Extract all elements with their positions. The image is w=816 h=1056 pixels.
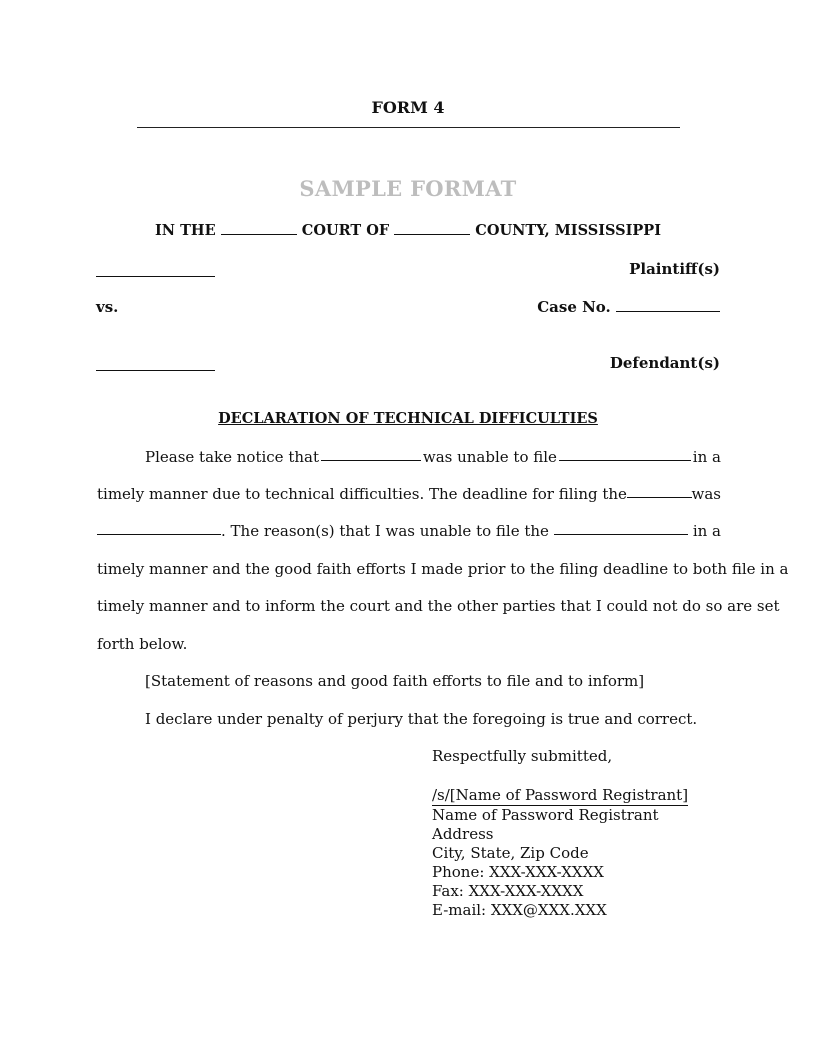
- line4-text: timely manner and the good faith efforts I made prior to the filing deadline to both file in a: [97, 560, 789, 578]
- plaintiff-label: Plaintiff(s): [629, 260, 720, 278]
- registrant-city-state-zip: City, State, Zip Code: [432, 844, 589, 862]
- defendant-label: Defendant(s): [609, 354, 720, 372]
- case-number-blank: [616, 299, 720, 312]
- form-title: FORM 4: [371, 98, 445, 117]
- case-no-label: Case No.: [537, 298, 611, 316]
- court-in-the-label: IN THE: [155, 222, 216, 239]
- registrant-email: E-mail: XXX@XXX.XXX: [432, 901, 607, 919]
- court-name-blank: [221, 222, 297, 235]
- party-name-blank: [321, 448, 421, 461]
- line2-text-a: timely manner due to technical difficulties. The deadline for filing the: [97, 485, 627, 503]
- declaration-heading: DECLARATION OF TECHNICAL DIFFICULTIES: [218, 410, 598, 427]
- plaintiff-name-blank: [96, 264, 215, 277]
- title-rule: [137, 127, 680, 128]
- county-name-blank: [394, 222, 470, 235]
- registrant-phone: Phone: XXX-XXX-XXXX: [432, 863, 604, 881]
- line1-text-a: Please take notice that: [145, 448, 319, 466]
- line1-text-b: was unable to file: [422, 448, 557, 466]
- document-name-blank: [559, 448, 691, 461]
- filing-document-blank: [627, 485, 692, 498]
- paragraph-line-1: [145, 448, 721, 466]
- sample-format-watermark: SAMPLE FORMAT: [299, 176, 517, 201]
- registrant-fax: Fax: XXX-XXX-XXXX: [432, 882, 584, 900]
- slash-signature: /s/[Name of Password Registrant]: [432, 786, 689, 804]
- line3-text-b: in a: [692, 522, 721, 540]
- county-state-label: COUNTY, MISSISSIPPI: [475, 222, 661, 239]
- case-number: [537, 298, 720, 316]
- line3-text-a: . The reason(s) that I was unable to file the: [221, 522, 549, 540]
- line1-text-c: in a: [692, 448, 721, 466]
- court-of-label: COURT OF: [301, 222, 390, 239]
- line3-left: [97, 522, 549, 540]
- paragraph-line-4: [97, 560, 789, 578]
- registrant-address: Address: [432, 825, 494, 843]
- registrant-name: Name of Password Registrant: [432, 806, 659, 824]
- statement-placeholder: [Statement of reasons and good faith efforts to file and to inform]: [145, 672, 645, 690]
- line5-text: timely manner and to inform the court and the other parties that I could not do so are set: [97, 597, 780, 615]
- court-caption: [0, 222, 816, 239]
- paragraph-line-2: [97, 485, 721, 503]
- paragraph-line-3: [97, 522, 721, 540]
- line2-text-b: was: [691, 485, 721, 503]
- perjury-declaration: I declare under penalty of perjury that the foregoing is true and correct.: [145, 710, 698, 728]
- deadline-date-blank: [97, 522, 221, 535]
- signature-block: [432, 786, 688, 920]
- unfiled-document-blank: [554, 522, 688, 535]
- vs-label: vs.: [96, 298, 119, 316]
- closing-text: Respectfully submitted,: [432, 747, 613, 765]
- line6-text: forth below.: [97, 635, 188, 653]
- defendant-name-blank: [96, 358, 215, 371]
- paragraph-line-6: [97, 635, 721, 653]
- paragraph-line-5: [97, 597, 780, 615]
